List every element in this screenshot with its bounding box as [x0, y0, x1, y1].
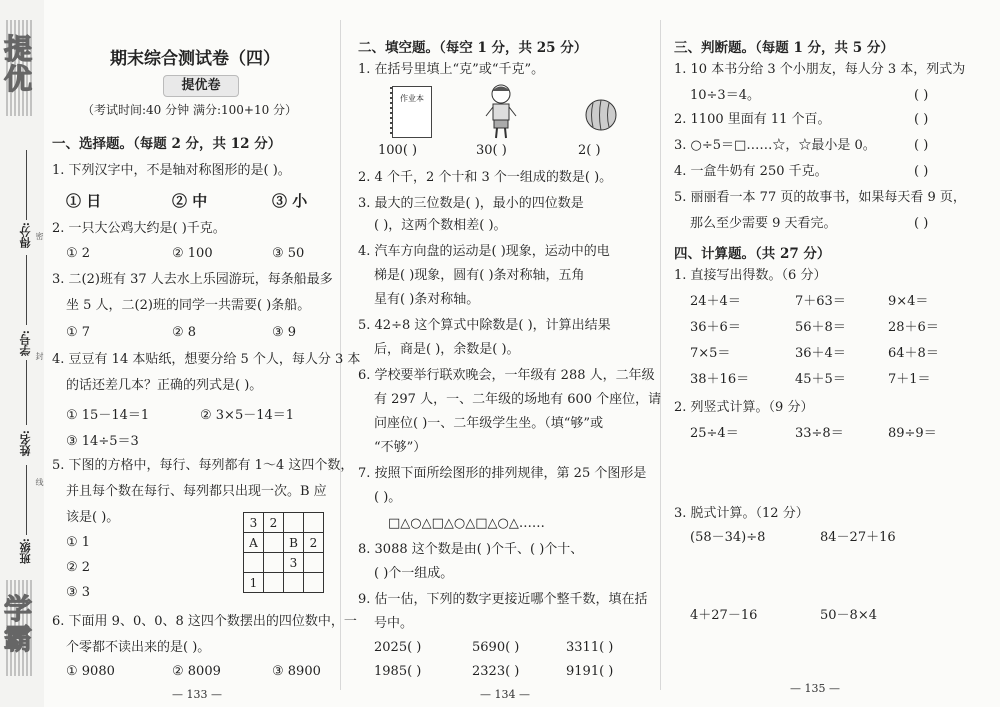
step-calc-item: (58－34)÷8 [690, 530, 766, 545]
question-1: 1. 下列汉字中，不是轴对称图形的是( )。 [52, 163, 291, 178]
fill-question-4-line1: 4. 汽车方向盘的运动是( )现象，运动中的电 [358, 244, 610, 259]
student-id-label: 学号: [19, 330, 32, 357]
grid-cell [264, 553, 284, 573]
question-3-line1: 3. 二(2)班有 37 人去水上乐园游玩，每条船最多 [52, 272, 333, 287]
grid-cell: 3 [244, 513, 264, 533]
answer-paren: ( ) [914, 216, 929, 231]
strip-line [26, 360, 27, 425]
score-label: 得分: [19, 222, 32, 249]
option: ③ 9 [272, 325, 297, 340]
option: ① 15－14＝1 [66, 408, 150, 423]
page-divider [660, 20, 661, 690]
seal-mark-feng: 封 [35, 352, 44, 360]
step-calc-item: 50－8×4 [820, 608, 877, 623]
oral-item: 7×5＝ [690, 346, 731, 361]
judge-5-line2: 那么至少需要 9 天看完。 [690, 216, 837, 231]
section-choice-heading: 一、选择题。（每题 2 分，共 12 分） [52, 136, 282, 152]
name-label: 姓名: [19, 430, 32, 457]
fill-question-5-line1: 5. 42÷8 这个算式中除数是( )，计算出结果 [358, 318, 611, 333]
option: ③ 14÷5＝3 [66, 434, 139, 449]
grid-cell: B [284, 533, 304, 553]
question-2: 2. 一只大公鸡大约是( )千克。 [52, 221, 226, 236]
option: ① 日 [66, 192, 102, 210]
judge-1-line1: 1. 10 本书分给 3 个小朋友，每人分 3 本，列式为 [674, 62, 966, 77]
fill-question-7-line1: 7. 按照下面所绘图形的排列规律，第 25 个图形是 [358, 466, 647, 481]
question-5-line2: 并且每个数在每行、每列都只出现一次。B 应 [66, 484, 327, 499]
seal-mark-mi: 密 [35, 232, 44, 240]
option: ① 7 [66, 325, 91, 340]
difficulty-badge: 提优卷 [163, 75, 239, 97]
option: ② 100 [172, 246, 213, 261]
estimate-item: 2025( ) [374, 640, 422, 655]
option: ① 2 [66, 246, 91, 261]
step-calc-item: 84－27＋16 [820, 530, 896, 545]
oral-item: 56＋8＝ [795, 320, 846, 335]
oral-item: 7＋1＝ [888, 372, 931, 387]
number-grid [243, 512, 324, 593]
question-4-line1: 4. 豆豆有 14 本贴纸，想要分给 5 个人，每人分 3 本 [52, 352, 361, 367]
grid-cell [284, 513, 304, 533]
exam-info: （考试时间:40 分钟 满分:100+10 分） [82, 103, 298, 117]
fill-question-1: 1. 在括号里填上“克”或“千克”。 [358, 62, 545, 77]
option: ③ 8900 [272, 664, 321, 679]
option: ③ 50 [272, 246, 305, 261]
estimate-item: 3311( ) [566, 640, 614, 655]
seal-mark-xian: 线 [35, 478, 44, 486]
grid-cell: 2 [264, 513, 284, 533]
fill-question-9-line1: 9. 估一估，下列的数字更接近哪个整千数，填在括 [358, 592, 648, 607]
answer-paren: ( ) [914, 112, 929, 127]
vertical-calc-item: 25÷4＝ [690, 426, 739, 441]
grid-cell [304, 573, 324, 593]
oral-item: 24＋4＝ [690, 294, 741, 309]
section-judge-heading: 三、判断题。（每题 1 分，共 5 分） [674, 40, 894, 56]
option: ③ 小 [272, 192, 308, 210]
boy-image [482, 82, 520, 140]
answer-paren: ( ) [914, 88, 929, 103]
question-5-line3: 该是( )。 [66, 510, 120, 525]
vertical-calc-item: 89÷9＝ [888, 426, 937, 441]
estimate-item: 5690( ) [472, 640, 520, 655]
oral-item: 7＋63＝ [795, 294, 846, 309]
page-number: — 135 — [790, 682, 840, 695]
calc-question-1: 1. 直接写出得数。（6 分） [674, 268, 827, 283]
page-number: — 134 — [480, 688, 530, 701]
grid-cell: 1 [244, 573, 264, 593]
oral-item: 38＋16＝ [690, 372, 750, 387]
estimate-item: 2323( ) [472, 664, 520, 679]
option: ② 8 [172, 325, 197, 340]
section-calc-heading: 四、计算题。（共 27 分） [674, 246, 831, 262]
oral-item: 36＋6＝ [690, 320, 741, 335]
option: ② 2 [66, 560, 91, 575]
oral-item: 36＋4＝ [795, 346, 846, 361]
option: ② 3×5－14＝1 [200, 408, 295, 423]
option: ③ 3 [66, 585, 91, 600]
brand-top: 提优 [0, 34, 33, 94]
fill-question-6-line2: 有 297 人，一、二年级的场地有 600 个座位，请 [374, 392, 662, 407]
oral-item: 28＋6＝ [888, 320, 939, 335]
calc-question-2: 2. 列竖式计算。（9 分） [674, 400, 814, 415]
question-6-line1: 6. 下面用 9、0、0、8 这四个数摆出的四位数中，一 [52, 614, 357, 629]
question-6-line2: 个零都不读出来的是( )。 [66, 640, 211, 655]
page-number: — 133 — [172, 688, 222, 701]
grid-cell [284, 573, 304, 593]
fill-question-6-line3: 问座位( )一、二年级学生坐。（填“够”或 [374, 416, 604, 431]
binding-strip [0, 0, 44, 707]
shape-sequence: □△○△□△○△□△○△…… [388, 516, 545, 531]
fill-question-6-line4: “不够”） [374, 440, 427, 455]
strip-line [26, 255, 27, 325]
fill-blank: 2( ) [578, 143, 601, 158]
grid-cell [264, 533, 284, 553]
judge-2: 2. 1100 里面有 11 个百。 [674, 112, 831, 127]
grid-cell [264, 573, 284, 593]
option: ① 9080 [66, 664, 115, 679]
notebook-binding [390, 87, 393, 137]
vertical-calc-item: 33÷8＝ [795, 426, 844, 441]
grid-cell: 3 [284, 553, 304, 573]
grid-cell: A [244, 533, 264, 553]
notebook-label: 作业本 [400, 94, 424, 103]
oral-item: 64＋8＝ [888, 346, 939, 361]
judge-3: 3. ○÷5＝□……☆，☆最小是 0。 [674, 138, 876, 153]
fill-question-5-line2: 后，商是( )，余数是( )。 [374, 342, 520, 357]
fill-question-6-line1: 6. 学校要举行联欢晚会，一年级有 288 人，二年级 [358, 368, 655, 383]
strip-line [26, 465, 27, 535]
answer-paren: ( ) [914, 164, 929, 179]
answer-paren: ( ) [914, 138, 929, 153]
grid-cell [244, 553, 264, 573]
fill-question-3-line1: 3. 最大的三位数是( )，最小的四位数是 [358, 196, 584, 211]
section-fill-heading: 二、填空题。（每空 1 分，共 25 分） [358, 40, 588, 56]
judge-4: 4. 一盒牛奶有 250 千克。 [674, 164, 828, 179]
watermelon-image [584, 98, 618, 132]
grid-cell [304, 513, 324, 533]
grid-cell [304, 553, 324, 573]
estimate-item: 1985( ) [374, 664, 422, 679]
fill-blank: 100( ) [378, 143, 418, 158]
fill-question-2: 2. 4 个千，2 个十和 3 个一组成的数是( )。 [358, 170, 613, 185]
option: ② 8009 [172, 664, 221, 679]
fill-question-3-line2: ( )，这两个数相差( )。 [374, 218, 507, 233]
oral-item: 9×4＝ [888, 294, 929, 309]
grid-cell: 2 [304, 533, 324, 553]
oral-item: 45＋5＝ [795, 372, 846, 387]
notebook-image [392, 86, 432, 138]
fill-question-8-line1: 8. 3088 这个数是由( )个千、( )个十、 [358, 542, 584, 557]
question-3-line2: 坐 5 人，二(2)班的同学一共需要( )条船。 [66, 298, 311, 313]
fill-blank: 30( ) [476, 143, 507, 158]
fill-question-4-line2: 梯是( )现象，圆有( )条对称轴，五角 [374, 268, 585, 283]
fill-question-7-line2: ( )。 [374, 490, 402, 505]
brand-bottom: 学霸 [0, 594, 33, 654]
option: ② 中 [172, 192, 208, 210]
option: ① 1 [66, 535, 91, 550]
strip-line [26, 150, 27, 220]
fill-question-8-line2: ( )个一组成。 [374, 566, 454, 581]
question-5-line1: 5. 下图的方格中，每行、每列都有 1～4 这四个数， [52, 458, 354, 473]
estimate-item: 9191( ) [566, 664, 614, 679]
calc-question-3: 3. 脱式计算。（12 分） [674, 506, 809, 521]
judge-5-line1: 5. 丽丽看一本 77 页的故事书，如果每天看 9 页， [674, 190, 966, 205]
question-4-line2: 的话还差几本？正确的列式是( )。 [66, 378, 263, 393]
fill-question-9-line2: 号中。 [374, 616, 414, 631]
step-calc-item: 4＋27－16 [690, 608, 758, 623]
judge-1-line2: 10÷3＝4。 [690, 88, 760, 103]
exam-title: 期末综合测试卷（四） [110, 49, 280, 69]
class-label: 班级: [19, 538, 32, 565]
fill-question-4-line3: 星有( )条对称轴。 [374, 292, 480, 307]
